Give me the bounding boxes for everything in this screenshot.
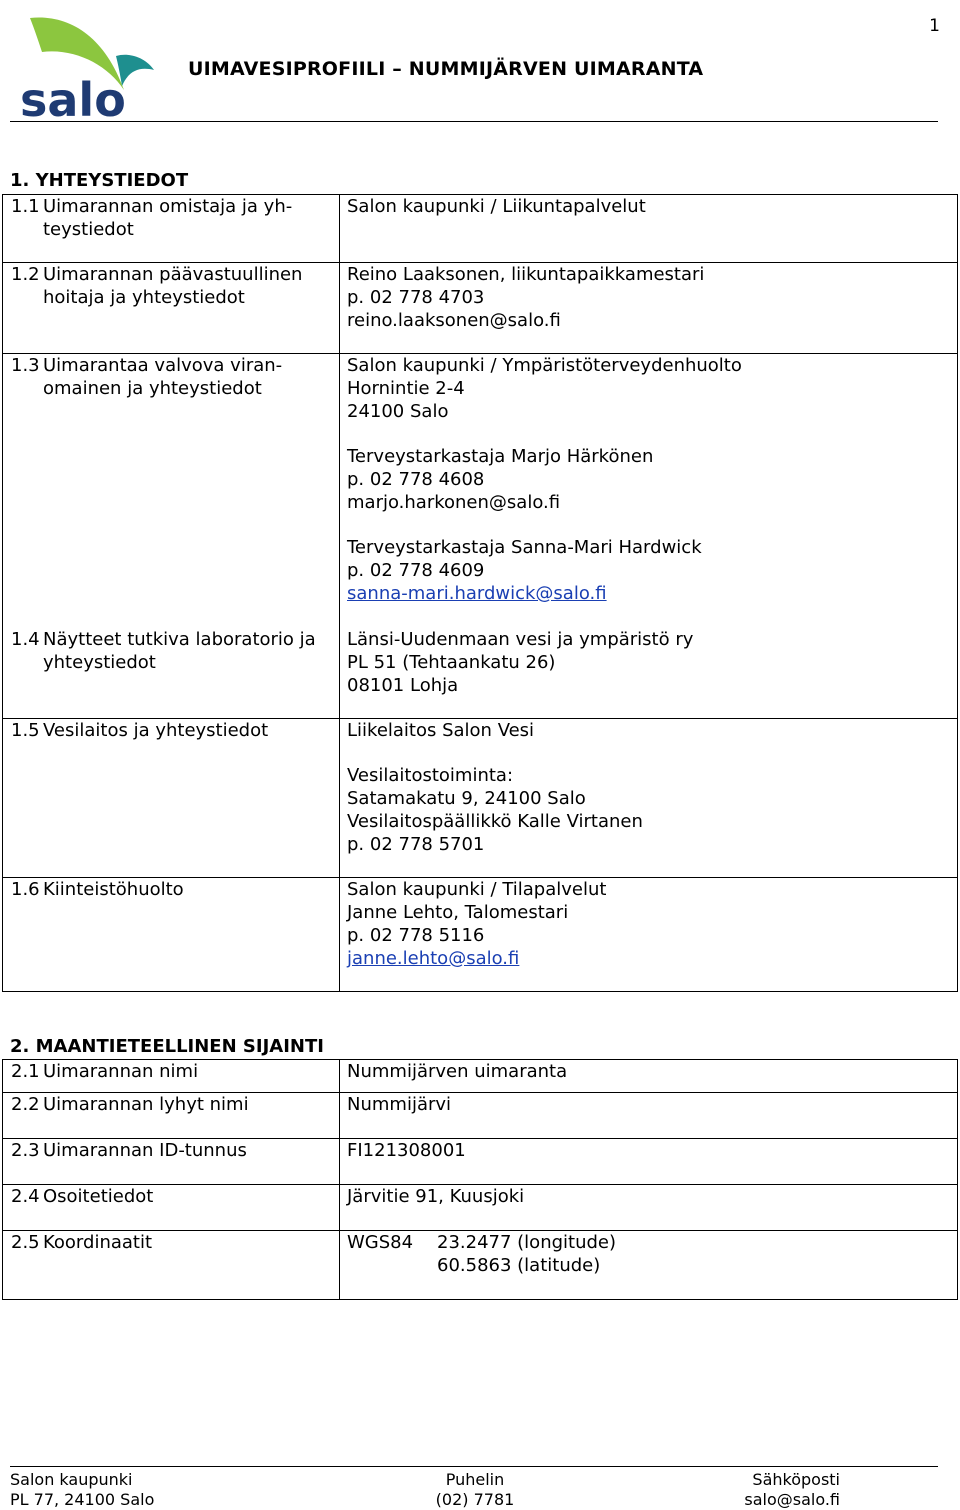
email-link-lehto[interactable]: janne.lehto@salo.fi bbox=[347, 948, 520, 969]
row-value: Nummijärvi bbox=[340, 1093, 958, 1139]
row-value: Salon kaupunki / Tilapalvelut Janne Lehto, Talomestari p. 02 778 5116 janne.lehto@salo.fi bbox=[340, 878, 958, 992]
footer-phone: Puhelin (02) 7781 bbox=[435, 1470, 515, 1509]
section-2-title: 2. MAANTIETEELLINEN SIJAINTI bbox=[10, 1036, 324, 1057]
row-label: 1.6 Kiinteistöhuolto bbox=[3, 878, 340, 992]
row-value: FI121308001 bbox=[340, 1139, 958, 1185]
header-divider bbox=[10, 121, 938, 122]
section-1-title: 1. YHTEYSTIEDOT bbox=[10, 170, 189, 191]
location-table bbox=[2, 1059, 958, 1300]
row-value: Liikelaitos Salon Vesi Vesilaitostoiminta: Satamakatu 9, 24100 Salo Vesilaitospäällikkö Kalle Virtanen p. 02 778 5701 bbox=[340, 719, 958, 878]
row-value: Salon kaupunki / Ympäristöterveydenhuolto Hornintie 2-4 24100 Salo Terveystarkastaja Marjo Härkönen p. 02 778 4608 marjo.harkonen@salo.fi Terveystarkastaja Sanna-Mari Hardwick p. 02 778 4609 sanna-mari.hardwick@salo.fi bbox=[340, 354, 958, 628]
longitude-value: 23.2477 (longitude) bbox=[437, 1232, 617, 1253]
table-row bbox=[3, 1185, 958, 1231]
table-row bbox=[3, 263, 958, 354]
table-row bbox=[3, 628, 958, 719]
row-label: 2.4 Osoitetiedot bbox=[3, 1185, 340, 1231]
row-label: 1.2 Uimarannan päävastuullinen hoitaja ja yhteystiedot bbox=[3, 263, 340, 354]
row-value: Nummijärven uimaranta bbox=[340, 1060, 958, 1093]
footer-email: Sähköposti salo@salo.fi bbox=[744, 1470, 840, 1509]
table-row bbox=[3, 354, 958, 628]
row-label: 1.5 Vesilaitos ja yhteystiedot bbox=[3, 719, 340, 878]
row-label: 2.5 Koordinaatit bbox=[3, 1231, 340, 1300]
row-label: 1.4 Näytteet tutkiva laboratorio ja yhteystiedot bbox=[3, 628, 340, 719]
table-row bbox=[3, 1060, 958, 1093]
coordinate-system: WGS84 bbox=[347, 1232, 414, 1253]
document-title: UIMAVESIPROFIILI – NUMMIJÄRVEN UIMARANTA bbox=[188, 58, 704, 80]
row-value: Länsi-Uudenmaan vesi ja ympäristö ry PL 51 (Tehtaankatu 26) 08101 Lohja bbox=[347, 628, 694, 696]
footer-address: Salon kaupunki PL 77, 24100 Salo bbox=[10, 1470, 155, 1509]
logo-text: salo bbox=[20, 73, 126, 122]
row-label: 1.1 Uimarannan omistaja ja yh- teystiedot bbox=[3, 195, 340, 263]
row-value: Salon kaupunki / Liikuntapalvelut bbox=[340, 195, 958, 263]
table-row bbox=[3, 1093, 958, 1139]
row-value: Järvitie 91, Kuusjoki bbox=[340, 1185, 958, 1231]
table-row bbox=[3, 719, 958, 878]
row-label: 2.1 Uimarannan nimi bbox=[3, 1060, 340, 1093]
table-row bbox=[3, 1231, 958, 1300]
email-link-hardwick[interactable]: sanna-mari.hardwick@salo.fi bbox=[347, 583, 607, 604]
footer-divider bbox=[10, 1466, 938, 1467]
page-number: 1 bbox=[929, 16, 940, 36]
table-row bbox=[3, 1139, 958, 1185]
latitude-value: 60.5863 (latitude) bbox=[437, 1255, 601, 1276]
salo-logo bbox=[12, 12, 157, 122]
row-value bbox=[340, 1231, 958, 1300]
row-label: 1.3 Uimarantaa valvova viran- omainen ja yhteystiedot bbox=[3, 354, 340, 628]
row-value: Reino Laaksonen, liikuntapaikkamestari p. 02 778 4703 reino.laaksonen@salo.fi bbox=[340, 263, 958, 354]
contacts-table bbox=[2, 194, 958, 992]
row-label: 2.2 Uimarannan lyhyt nimi bbox=[3, 1093, 340, 1139]
table-row bbox=[3, 195, 958, 263]
row-label: 2.3 Uimarannan ID-tunnus bbox=[3, 1139, 340, 1185]
table-row bbox=[3, 878, 958, 992]
